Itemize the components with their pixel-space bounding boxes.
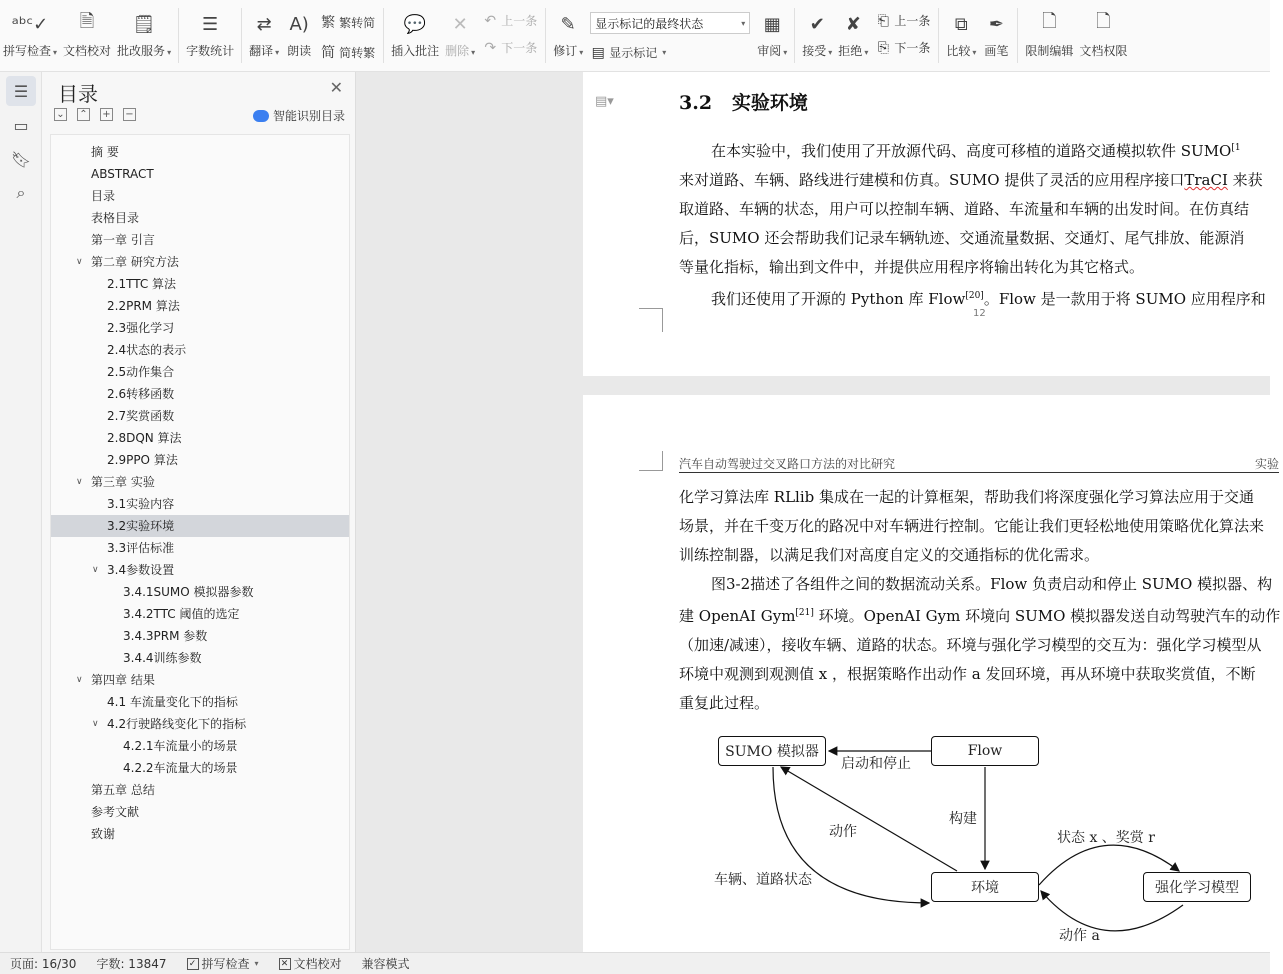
toc-item-label: 2.6转移函数	[107, 387, 175, 401]
chevron-down-icon: ▾	[741, 18, 746, 28]
toc-item-label: 第一章 引言	[91, 233, 155, 247]
toc-panel	[42, 72, 356, 952]
compare-icon: ⧉	[954, 13, 968, 35]
text-line: 场景，并在千变万化的路况中对车辆进行控制。它能让我们更轻松地使用策略优化算法来	[679, 517, 1265, 535]
toc-list	[50, 134, 350, 950]
compat-mode: 兼容模式	[361, 957, 410, 971]
document-area	[356, 72, 1281, 952]
collapse-all-icon[interactable]: ⌄	[54, 108, 67, 121]
revise-icon: ✎	[560, 13, 576, 35]
status-bar	[0, 952, 1270, 974]
toc-item[interactable]	[51, 383, 349, 405]
text-line: 等量化指标，输出到文件中，并提供应用程序将输出转化为其它格式。	[679, 258, 1145, 276]
env-box: 环境	[931, 872, 1039, 902]
toc-item[interactable]	[51, 163, 349, 185]
toc-item[interactable]	[51, 361, 349, 383]
text-line: 建 OpenAI Gym[21] 环境。OpenAI Gym 环境向 SUMO 模拟器发送自动驾驶汽车的动作	[679, 607, 1281, 625]
toc-item[interactable]	[51, 779, 349, 801]
toc-item[interactable]	[51, 251, 349, 273]
prev-change-button[interactable]: ⎗ 上一条	[875, 12, 930, 29]
toc-item-label: 参考文献	[91, 805, 140, 819]
review-icon: ▦	[763, 13, 781, 35]
show-markup-button[interactable]: ▤ 显示标记 ▾	[591, 44, 667, 61]
toc-item-label: 2.5动作集合	[107, 365, 175, 379]
reject-button[interactable]: ✘ 拒绝 ▾	[835, 0, 871, 71]
toc-item-label: 3.4参数设置	[107, 563, 175, 577]
toc-icon[interactable]: ☰	[6, 76, 36, 106]
trad-to-simp-button[interactable]: 繁 繁转简	[320, 12, 375, 32]
toc-item[interactable]	[51, 603, 349, 625]
toc-item[interactable]	[51, 471, 349, 493]
flow-diagram-arrows	[583, 395, 1283, 955]
toc-item[interactable]	[51, 141, 349, 163]
toc-item[interactable]	[51, 691, 349, 713]
toc-item-label: 3.4.3PRM 参数	[123, 629, 208, 643]
toc-item-label: 3.1实验内容	[107, 497, 175, 511]
word-count-indicator[interactable]: 字数: 13847	[96, 957, 167, 971]
page-indicator[interactable]: 页面: 16/30	[10, 957, 77, 971]
toc-item-label: 摘 要	[91, 145, 119, 159]
chevron-down-icon[interactable]: ∨	[76, 477, 83, 487]
pen-button[interactable]: ✒ 画笔	[979, 0, 1013, 71]
toc-item-label: 第四章 结果	[91, 673, 155, 687]
smart-toc-button[interactable]: 智能识别目录	[253, 107, 345, 124]
ribbon-toolbar	[0, 0, 1270, 72]
toc-item-label: 4.1 车流量变化下的指标	[107, 695, 238, 709]
arrow-action	[781, 767, 957, 871]
doc-proofread-button[interactable]: 🗎 文档校对	[63, 11, 112, 58]
toc-item[interactable]	[51, 625, 349, 647]
toc-item[interactable]	[51, 757, 349, 779]
running-header: 汽车自动驾驶过交叉路口方法的对比研究 实验	[679, 457, 1279, 471]
pen-icon: ✒	[988, 13, 1004, 35]
toc-item[interactable]	[51, 295, 349, 317]
spell-check-button[interactable]: ᵃᵇᶜ✓ 拼写检查 ▾	[0, 0, 60, 71]
abc-check-icon: ᵃᵇᶜ✓	[11, 13, 49, 35]
status-proofread[interactable]: ✕ 文档校对	[269, 955, 352, 972]
toc-item-label: 2.8DQN 算法	[107, 431, 182, 445]
label-build: 构建	[949, 811, 977, 827]
toc-item-label: 第五章 总结	[91, 783, 155, 797]
text-line: 重复此过程。	[679, 694, 770, 712]
read-aloud-button[interactable]: A) 朗读	[282, 0, 316, 71]
checkbox-icon: ✓	[187, 958, 199, 970]
accept-button[interactable]: ✔ 接受 ▾	[799, 0, 835, 71]
toc-item[interactable]	[51, 713, 349, 735]
ai-icon	[253, 110, 269, 122]
prev-change-icon: ⎗	[877, 12, 889, 29]
section-heading: 3.2 实验环境	[679, 92, 808, 114]
status-spell-check[interactable]: ✓ 拼写检查 ▾	[177, 955, 269, 972]
comment-add-icon: 💬	[403, 13, 427, 35]
compare-button[interactable]: ⧉ 比较 ▾	[943, 0, 979, 71]
toc-item[interactable]	[51, 229, 349, 251]
close-icon[interactable]: ✕	[329, 78, 343, 97]
toc-item-label: 3.4.2TTC 阈值的选定	[123, 607, 240, 621]
label-start-stop: 启动和停止	[841, 756, 911, 772]
reject-icon: ✘	[845, 13, 861, 35]
flow-box: Flow	[931, 736, 1039, 766]
toc-item-label: 2.9PPO 算法	[107, 453, 178, 467]
expand-up-icon[interactable]: ⌃	[77, 108, 90, 121]
revise-button[interactable]: ✎ 修订 ▾	[550, 0, 586, 71]
show-markup-icon: ▤	[591, 44, 605, 61]
toc-item-label: 2.7奖赏函数	[107, 409, 175, 423]
word-count-icon: ☰	[202, 13, 219, 35]
toc-item[interactable]	[51, 801, 349, 823]
toc-item-label: 第三章 实验	[91, 475, 155, 489]
remove-level-icon[interactable]: −	[123, 108, 136, 121]
delete-comment-button[interactable]: ✕ 删除 ▾	[442, 0, 478, 71]
grading-icon: 🗒	[132, 13, 156, 35]
word-count-button[interactable]: ☰ 字数统计	[183, 0, 237, 71]
toc-tools	[54, 108, 136, 121]
toc-item[interactable]	[51, 339, 349, 361]
comment-delete-icon: ✕	[452, 13, 468, 35]
toc-item-label: 2.4状态的表示	[107, 343, 187, 357]
toc-item[interactable]	[51, 427, 349, 449]
proof-icon: ✕	[279, 958, 291, 970]
label-action: 动作	[829, 824, 857, 840]
chevron-down-icon[interactable]: ∨	[76, 257, 83, 267]
toc-item-label: 4.2.2车流量大的场景	[123, 761, 238, 775]
toc-item-label: ABSTRACT	[91, 167, 154, 181]
toc-item-label: 第二章 研究方法	[91, 255, 179, 269]
next-comment-icon: ↷	[484, 39, 497, 56]
next-comment-button[interactable]: ↷ 下一条	[482, 39, 537, 56]
translate-icon: ⇄	[256, 13, 272, 35]
doc-permission-icon: 🗋	[1096, 11, 1111, 32]
simp-trad-icon: 简	[321, 45, 336, 61]
label-state-reward: 状态 x 、奖赏 r	[1057, 830, 1155, 846]
left-rail	[0, 72, 42, 952]
toc-item-label: 致谢	[91, 827, 116, 841]
search-icon[interactable]: ⌕	[16, 183, 26, 202]
toc-item[interactable]	[51, 317, 349, 339]
markup-mode-select[interactable]: 显示标记的最终状态 ▾	[590, 12, 750, 34]
lock-doc-icon: 🗋	[1042, 11, 1057, 32]
trad-simp-icon: 繁	[321, 15, 336, 31]
nav-pane-icon[interactable]: ▭	[13, 115, 29, 135]
toc-item[interactable]	[51, 207, 349, 229]
accept-icon: ✔	[809, 13, 825, 35]
toc-item[interactable]	[51, 449, 349, 471]
chevron-down-icon[interactable]: ∨	[92, 565, 99, 575]
grading-service-button[interactable]: 🗒 批改服务 ▾	[114, 0, 174, 71]
toc-item[interactable]	[51, 735, 349, 757]
toc-item[interactable]	[51, 647, 349, 669]
text-line: 后，SUMO 还会帮助我们记录车辆轨迹、交通流量数据、交通灯、尾气排放、能源消	[679, 229, 1245, 247]
restrict-edit-button[interactable]: 🗋 限制编辑	[1025, 11, 1074, 58]
sumo-box: SUMO 模拟器	[718, 736, 826, 766]
toc-item-label: 2.1TTC 算法	[107, 277, 177, 291]
text-line: 化学习算法库 RLlib 集成在一起的计算框架，帮助我们将深度强化学习算法应用于交通	[679, 488, 1254, 506]
crop-mark	[639, 308, 663, 332]
toc-item-label: 2.3强化学习	[107, 321, 175, 335]
toc-item[interactable]	[51, 537, 349, 559]
label-action-a: 动作 a	[1059, 928, 1100, 944]
toc-item[interactable]	[51, 273, 349, 295]
toc-item-label: 3.2实验环境	[107, 519, 175, 533]
simp-to-trad-button[interactable]: 简 简转繁	[320, 42, 375, 62]
toc-item-label: 3.3评估标准	[107, 541, 175, 555]
toc-item[interactable]	[51, 185, 349, 207]
bookmark-icon[interactable]: 🔖︎	[10, 149, 32, 169]
page-number: 12	[973, 308, 986, 319]
toc-item-label: 2.2PRM 算法	[107, 299, 180, 313]
text-line: 我们还使用了开源的 Python 库 Flow[20]。Flow 是一款用于将 SUMO 应用程序和	[711, 290, 1266, 308]
review-button[interactable]: ▦ 审阅 ▾	[754, 0, 790, 71]
page	[583, 72, 1283, 376]
toc-item[interactable]	[51, 581, 349, 603]
next-change-icon: ⎘	[877, 39, 889, 56]
insert-comment-button[interactable]: 💬 插入批注	[388, 0, 442, 71]
paragraph	[679, 134, 1279, 314]
doc-outline-icon[interactable]: ▤▾	[595, 94, 614, 109]
text-line: 环境中观测到观测值 x ，根据策略作出动作 a 发回环境，再从环境中获取奖赏值，不断	[679, 665, 1256, 683]
rl-model-box: 强化学习模型	[1143, 872, 1251, 902]
text-line: 来对道路、车辆、路线进行建模和仿真。SUMO 提供了灵活的应用程序接口TraCI 来获	[679, 171, 1263, 189]
toc-item[interactable]	[51, 515, 349, 537]
toc-item[interactable]	[51, 559, 349, 581]
toc-item-label: 表格目录	[91, 211, 140, 225]
label-vehicle-state: 车辆、道路状态	[714, 872, 812, 888]
chevron-down-icon[interactable]: ∨	[76, 675, 83, 685]
text-line: 在本实验中，我们使用了开放源代码、高度可移植的道路交通模拟软件 $SUMO^{[1}$	[711, 142, 1241, 160]
toc-item-label: 4.2行驶路线变化下的指标	[107, 717, 247, 731]
read-aloud-icon: A)	[289, 13, 309, 35]
doc-permission-button[interactable]: 🗋 文档权限	[1079, 11, 1128, 58]
chevron-down-icon[interactable]: ∨	[92, 719, 99, 729]
toc-item-label: 3.4.1SUMO 模拟器参数	[123, 585, 254, 599]
text-line: 图3-2描述了各组件之间的数据流动关系。Flow 负责启动和停止 SUMO 模拟器、构	[711, 575, 1273, 593]
next-change-button[interactable]: ⎘ 下一条	[875, 39, 930, 56]
toc-item[interactable]	[51, 669, 349, 691]
toc-item-label: 4.2.1车流量小的场景	[123, 739, 238, 753]
toc-item-label: 3.4.4训练参数	[123, 651, 202, 665]
toc-item[interactable]	[51, 405, 349, 427]
prev-comment-icon: ↶	[484, 12, 497, 29]
toc-item[interactable]	[51, 823, 349, 845]
text-line: （加速/减速），接收车辆、道路的状态。环境与强化学习模型的交互为：强化学习模型从	[679, 636, 1262, 654]
toc-item-label: 目录	[91, 189, 116, 203]
doc-proof-icon: 🗎	[79, 11, 95, 32]
text-line: 训练控制器，以满足我们对高度自定义的交通指标的优化需求。	[679, 546, 1100, 564]
add-level-icon[interactable]: +	[100, 108, 113, 121]
toc-title: 目录	[58, 82, 98, 106]
toc-item[interactable]	[51, 493, 349, 515]
translate-button[interactable]: ⇄ 翻译 ▾	[246, 0, 282, 71]
page	[583, 395, 1283, 955]
prev-comment-button[interactable]: ↶ 上一条	[482, 12, 537, 29]
text-line: 取道路、车辆的状态，用户可以控制车辆、道路、车流量和车辆的出发时间。在仿真结	[679, 200, 1250, 218]
